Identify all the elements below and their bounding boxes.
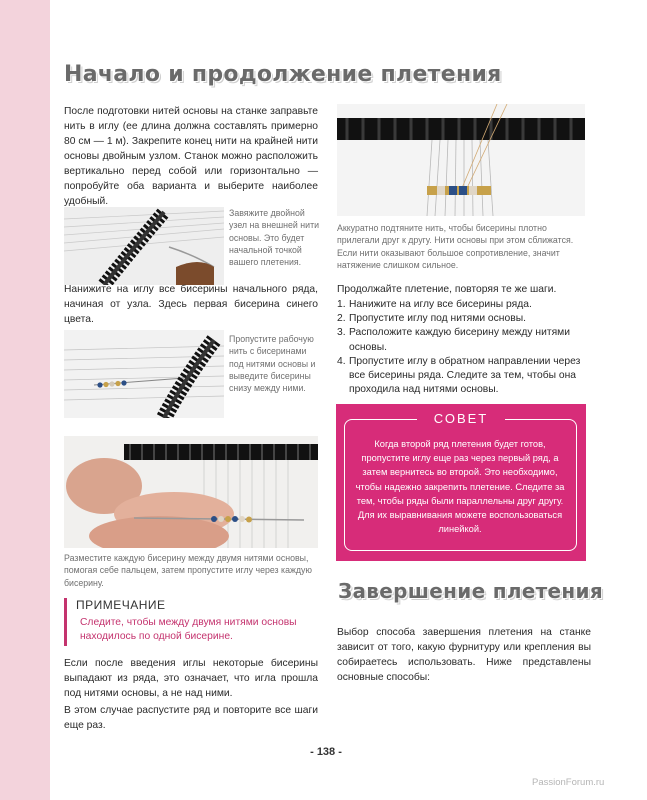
photo-finger-placing-beads: [64, 436, 318, 548]
repeat-paragraph: В этом случае распустите ряд и повторите все шаги еще раз.: [64, 705, 318, 731]
continue-paragraph: Продолжайте плетение, повторяя те же шаги.: [337, 284, 557, 295]
step-number: 3.: [337, 327, 346, 339]
section-title-finish: Завершение плетения: [338, 579, 603, 603]
note-accent-bar: [64, 598, 67, 646]
step-text: Нанижите на иглу все бисерины ряда.: [349, 299, 532, 310]
page-number: - 138 -: [310, 746, 342, 758]
caption-knot: Завяжите двойной узел на внешней нити основы. Это будет начальной точкой вашего плетения.: [229, 208, 320, 268]
watermark: PassionForum.ru: [532, 777, 605, 788]
step-item: [337, 326, 591, 354]
string-beads-paragraph: Нанижите на иглу все бисерины начального ряда, начиная от узла. Здесь первая бисерина синего цвета.: [64, 284, 318, 325]
step-text: Расположите каждую бисерину между нитями основы.: [349, 327, 570, 353]
step-text: Пропустите иглу в обратном направлении через все бисерины ряда. Следите за тем, чтобы она проходила над нитями основы.: [349, 355, 581, 396]
photo-knot: [64, 207, 224, 285]
note-title: ПРИМЕЧАНИЕ: [76, 598, 166, 612]
tip-text: Когда второй ряд плетения будет готов, пропустите иглу еще раз через первый ряд, а затем вернитесь во второй. Это необходимо, чтобы надежно закрепить плетение. Следите за тем, чтобы ряды были параллельны друг другу. Для их выравнивания можете воспользоваться линейкой.: [355, 439, 565, 535]
caption-tighten-thread: Аккуратно подтяните нить, чтобы бисерины плотно прилегали друг к другу. Нити основы при этом сближатся. Если нити оказывают большое сопротивление, значит натяжение слишком сильное.: [337, 223, 574, 270]
section-title-start: Начало и продолжение плетения: [64, 62, 502, 87]
step-text: Пропустите иглу под нитями основы.: [349, 313, 526, 325]
finish-paragraph: Выбор способа завершения плетения на станке зависит от того, какую фурнитуру или крепления вы собираетесь использовать. Ниже представлены основные способы:: [337, 627, 591, 683]
photo-beads-under-warp: [64, 330, 224, 418]
tip-label: СОВЕТ: [417, 410, 505, 428]
step-number: 1.: [337, 299, 346, 310]
step-number: 4.: [337, 355, 346, 367]
caption-beads-under-warp: Пропустите рабочую нить с бисеринами под нитями основы и выведите бисерины снизу между ними.: [229, 334, 316, 394]
caption-finger-placing-beads: Разместите каждую бисерину между двумя нитями основы, помогая себе пальцем, затем пропустите иглу через каждую бисерину.: [64, 553, 312, 588]
tip-box: [336, 404, 586, 561]
beads-falling-paragraph: Если после введения иглы некоторые бисерины выпадают из ряда, это означает, что игла прошла под нитями основы, а не над ними.: [64, 658, 318, 699]
steps-list: [337, 298, 591, 397]
step-item: [337, 355, 591, 398]
photo-tighten-thread: [337, 104, 585, 216]
step-item: [337, 312, 591, 326]
note-text: Следите, чтобы между двумя нитями основы находилось по одной бисерине.: [80, 617, 297, 642]
step-item: [337, 298, 591, 312]
left-margin-band: [0, 0, 50, 800]
intro-paragraph: После подготовки нитей основы на станке заправьте нить в иглу (ее длина должна составлять примерно 80 см — 1 м). Закрепите конец нити на крайней нити основы двойным узлом. Станок можно расположить вертикально перед собой или горизонтально — попробуйте оба варианта и выберите наиболее удобный.: [64, 106, 318, 207]
step-number: 2.: [337, 313, 346, 325]
